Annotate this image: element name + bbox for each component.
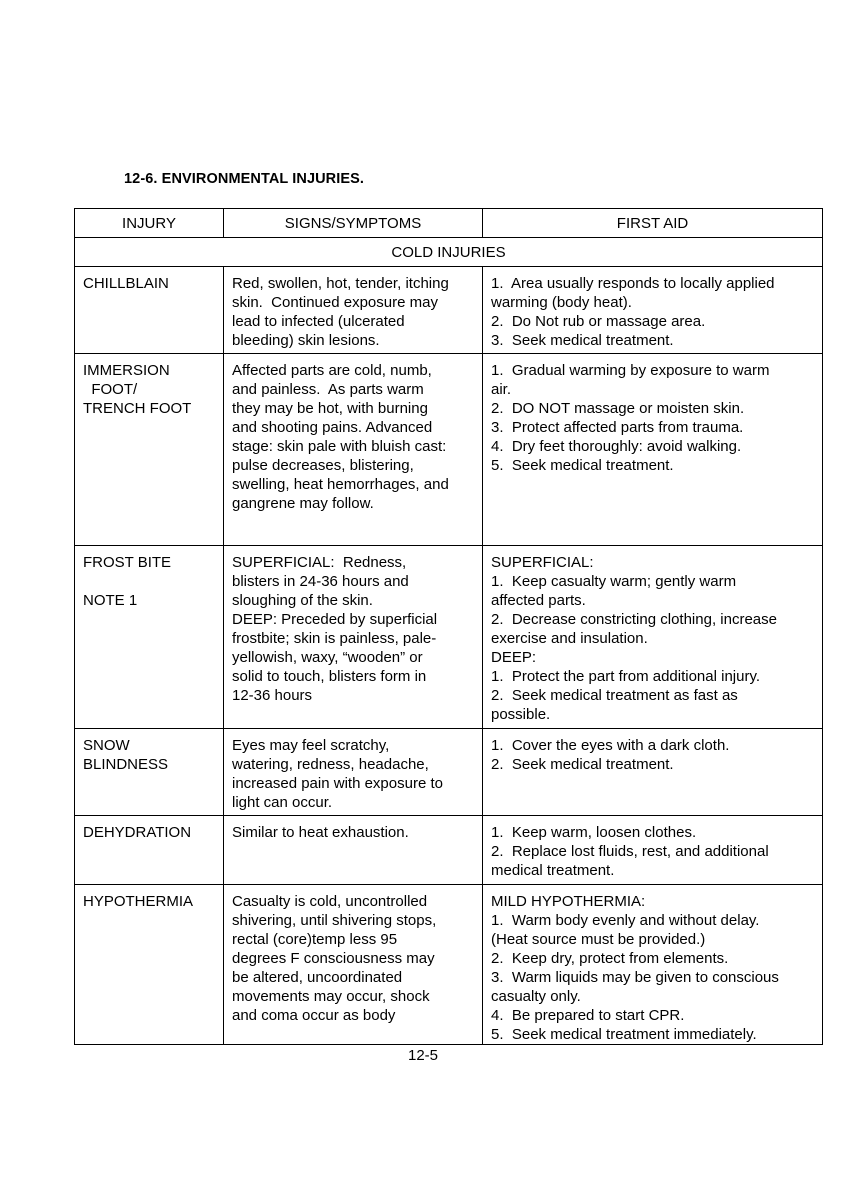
signs-line: sloughing of the skin. bbox=[232, 592, 373, 609]
first-aid-line: 3. Seek medical treatment. bbox=[491, 332, 674, 349]
first-aid-line: 3. Warm liquids may be given to conscious bbox=[491, 969, 779, 986]
first-aid-line: 4. Dry feet thoroughly: avoid walking. bbox=[491, 438, 742, 455]
first-aid-line: 2. DO NOT massage or moisten skin. bbox=[491, 400, 745, 417]
first-aid-line: 1. Protect the part from additional injury. bbox=[491, 668, 761, 685]
signs-line: skin. Continued exposure may bbox=[232, 294, 438, 311]
first-aid-line: warming (body heat). bbox=[491, 294, 632, 311]
signs-line: blisters in 24-36 hours and bbox=[232, 573, 409, 590]
signs-cell bbox=[224, 729, 483, 816]
signs-line: stage: skin pale with bluish cast: bbox=[232, 438, 447, 455]
header-signs-symptoms: SIGNS/SYMPTOMS bbox=[224, 209, 483, 238]
signs-line: they may be hot, with burning bbox=[232, 400, 428, 417]
signs-cell bbox=[224, 546, 483, 729]
signs-line: SUPERFICIAL: Redness, bbox=[232, 554, 407, 571]
first-aid-line: 2. Keep dry, protect from elements. bbox=[491, 950, 729, 967]
injury-cell bbox=[75, 546, 224, 729]
first-aid-line: possible. bbox=[491, 706, 551, 723]
header-first-aid: FIRST AID bbox=[483, 209, 823, 238]
first-aid-line: 1. Warm body evenly and without delay. bbox=[491, 912, 760, 929]
first-aid-line: 2. Replace lost fluids, rest, and additional bbox=[491, 843, 769, 860]
injury-name: IMMERSION bbox=[83, 362, 170, 379]
first-aid-cell bbox=[483, 816, 823, 885]
page-number: 12-5 bbox=[407, 1047, 439, 1064]
environmental-injuries-table bbox=[74, 208, 823, 1045]
signs-line: solid to touch, blisters form in bbox=[232, 668, 427, 685]
signs-line: be altered, uncoordinated bbox=[232, 969, 403, 986]
signs-line: and painless. As parts warm bbox=[232, 381, 424, 398]
first-aid-line: casualty only. bbox=[491, 988, 581, 1005]
injury-note: NOTE 1 bbox=[83, 592, 138, 609]
signs-line: movements may occur, shock bbox=[232, 988, 430, 1005]
signs-line: shivering, until shivering stops, bbox=[232, 912, 437, 929]
first-aid-line: SUPERFICIAL: bbox=[491, 554, 594, 571]
signs-line: Eyes may feel scratchy, bbox=[232, 737, 390, 754]
signs-line: bleeding) skin lesions. bbox=[232, 332, 380, 349]
first-aid-cell bbox=[483, 546, 823, 729]
signs-line: Similar to heat exhaustion. bbox=[232, 824, 409, 841]
first-aid-line: 3. Protect affected parts from trauma. bbox=[491, 419, 744, 436]
signs-cell bbox=[224, 267, 483, 354]
signs-cell bbox=[224, 816, 483, 885]
injury-cell bbox=[75, 267, 224, 354]
first-aid-line: air. bbox=[491, 381, 512, 398]
first-aid-line: affected parts. bbox=[491, 592, 586, 609]
signs-line: lead to infected (ulcerated bbox=[232, 313, 405, 330]
signs-line: watering, redness, headache, bbox=[232, 756, 429, 773]
injury-name: CHILLBLAIN bbox=[83, 275, 169, 292]
injury-cell bbox=[75, 816, 224, 885]
injury-name: FROST BITE bbox=[83, 554, 172, 571]
signs-line: swelling, heat hemorrhages, and bbox=[232, 476, 449, 493]
first-aid-line: 5. Seek medical treatment. bbox=[491, 457, 674, 474]
signs-line: light can occur. bbox=[232, 794, 333, 811]
signs-cell bbox=[224, 354, 483, 546]
signs-line: Red, swollen, hot, tender, itching bbox=[232, 275, 449, 292]
injury-cell bbox=[75, 729, 224, 816]
table-row bbox=[75, 816, 823, 885]
injury-name: DEHYDRATION bbox=[83, 824, 192, 841]
table-row bbox=[75, 354, 823, 546]
first-aid-line: exercise and insulation. bbox=[491, 630, 648, 647]
signs-line: yellowish, waxy, “wooden” or bbox=[232, 649, 423, 666]
injury-cell bbox=[75, 354, 224, 546]
table-row bbox=[75, 885, 823, 1045]
first-aid-line: 2. Seek medical treatment. bbox=[491, 756, 674, 773]
injury-spacer bbox=[83, 572, 216, 591]
first-aid-line: 1. Area usually responds to locally applied bbox=[491, 275, 775, 292]
signs-line: degrees F consciousness may bbox=[232, 950, 435, 967]
section-title: 12-6. ENVIRONMENTAL INJURIES. bbox=[124, 171, 365, 187]
signs-line: frostbite; skin is painless, pale- bbox=[232, 630, 437, 647]
signs-line: DEEP: Preceded by superficial bbox=[232, 611, 438, 628]
table-header-row bbox=[75, 209, 823, 238]
first-aid-line: 1. Keep casualty warm; gently warm bbox=[491, 573, 737, 590]
first-aid-line: 2. Decrease constricting clothing, increase bbox=[491, 611, 777, 628]
signs-line: increased pain with exposure to bbox=[232, 775, 443, 792]
first-aid-line: medical treatment. bbox=[491, 862, 615, 879]
first-aid-cell bbox=[483, 885, 823, 1045]
first-aid-cell bbox=[483, 354, 823, 546]
category-cold-injuries: COLD INJURIES bbox=[75, 238, 823, 267]
signs-line: rectal (core)temp less 95 bbox=[232, 931, 398, 948]
signs-line: 12-36 hours bbox=[232, 687, 313, 704]
table-row bbox=[75, 729, 823, 816]
first-aid-line: 2. Do Not rub or massage area. bbox=[491, 313, 706, 330]
injury-name: TRENCH FOOT bbox=[83, 400, 192, 417]
first-aid-line: DEEP: bbox=[491, 649, 537, 666]
injury-name: FOOT/ bbox=[83, 381, 138, 398]
injury-name: SNOW bbox=[83, 737, 130, 754]
injury-name: HYPOTHERMIA bbox=[83, 893, 194, 910]
first-aid-line: 4. Be prepared to start CPR. bbox=[491, 1007, 685, 1024]
first-aid-line: 2. Seek medical treatment as fast as bbox=[491, 687, 738, 704]
category-row bbox=[75, 238, 823, 267]
first-aid-line: MILD HYPOTHERMIA: bbox=[491, 893, 646, 910]
signs-line: Affected parts are cold, numb, bbox=[232, 362, 432, 379]
first-aid-cell bbox=[483, 267, 823, 354]
signs-line: and shooting pains. Advanced bbox=[232, 419, 433, 436]
first-aid-line: (Heat source must be provided.) bbox=[491, 931, 706, 948]
table-row bbox=[75, 546, 823, 729]
signs-line: and coma occur as body bbox=[232, 1007, 396, 1024]
header-injury: INJURY bbox=[75, 209, 224, 238]
first-aid-line: 5. Seek medical treatment immediately. bbox=[491, 1026, 757, 1043]
first-aid-line: 1. Gradual warming by exposure to warm bbox=[491, 362, 770, 379]
signs-line: Casualty is cold, uncontrolled bbox=[232, 893, 428, 910]
injury-name: BLINDNESS bbox=[83, 756, 169, 773]
first-aid-cell bbox=[483, 729, 823, 816]
signs-cell bbox=[224, 885, 483, 1045]
injury-cell bbox=[75, 885, 224, 1045]
first-aid-line: 1. Keep warm, loosen clothes. bbox=[491, 824, 697, 841]
first-aid-line: 1. Cover the eyes with a dark cloth. bbox=[491, 737, 730, 754]
table-row bbox=[75, 267, 823, 354]
signs-line: pulse decreases, blistering, bbox=[232, 457, 414, 474]
signs-line: gangrene may follow. bbox=[232, 495, 374, 512]
